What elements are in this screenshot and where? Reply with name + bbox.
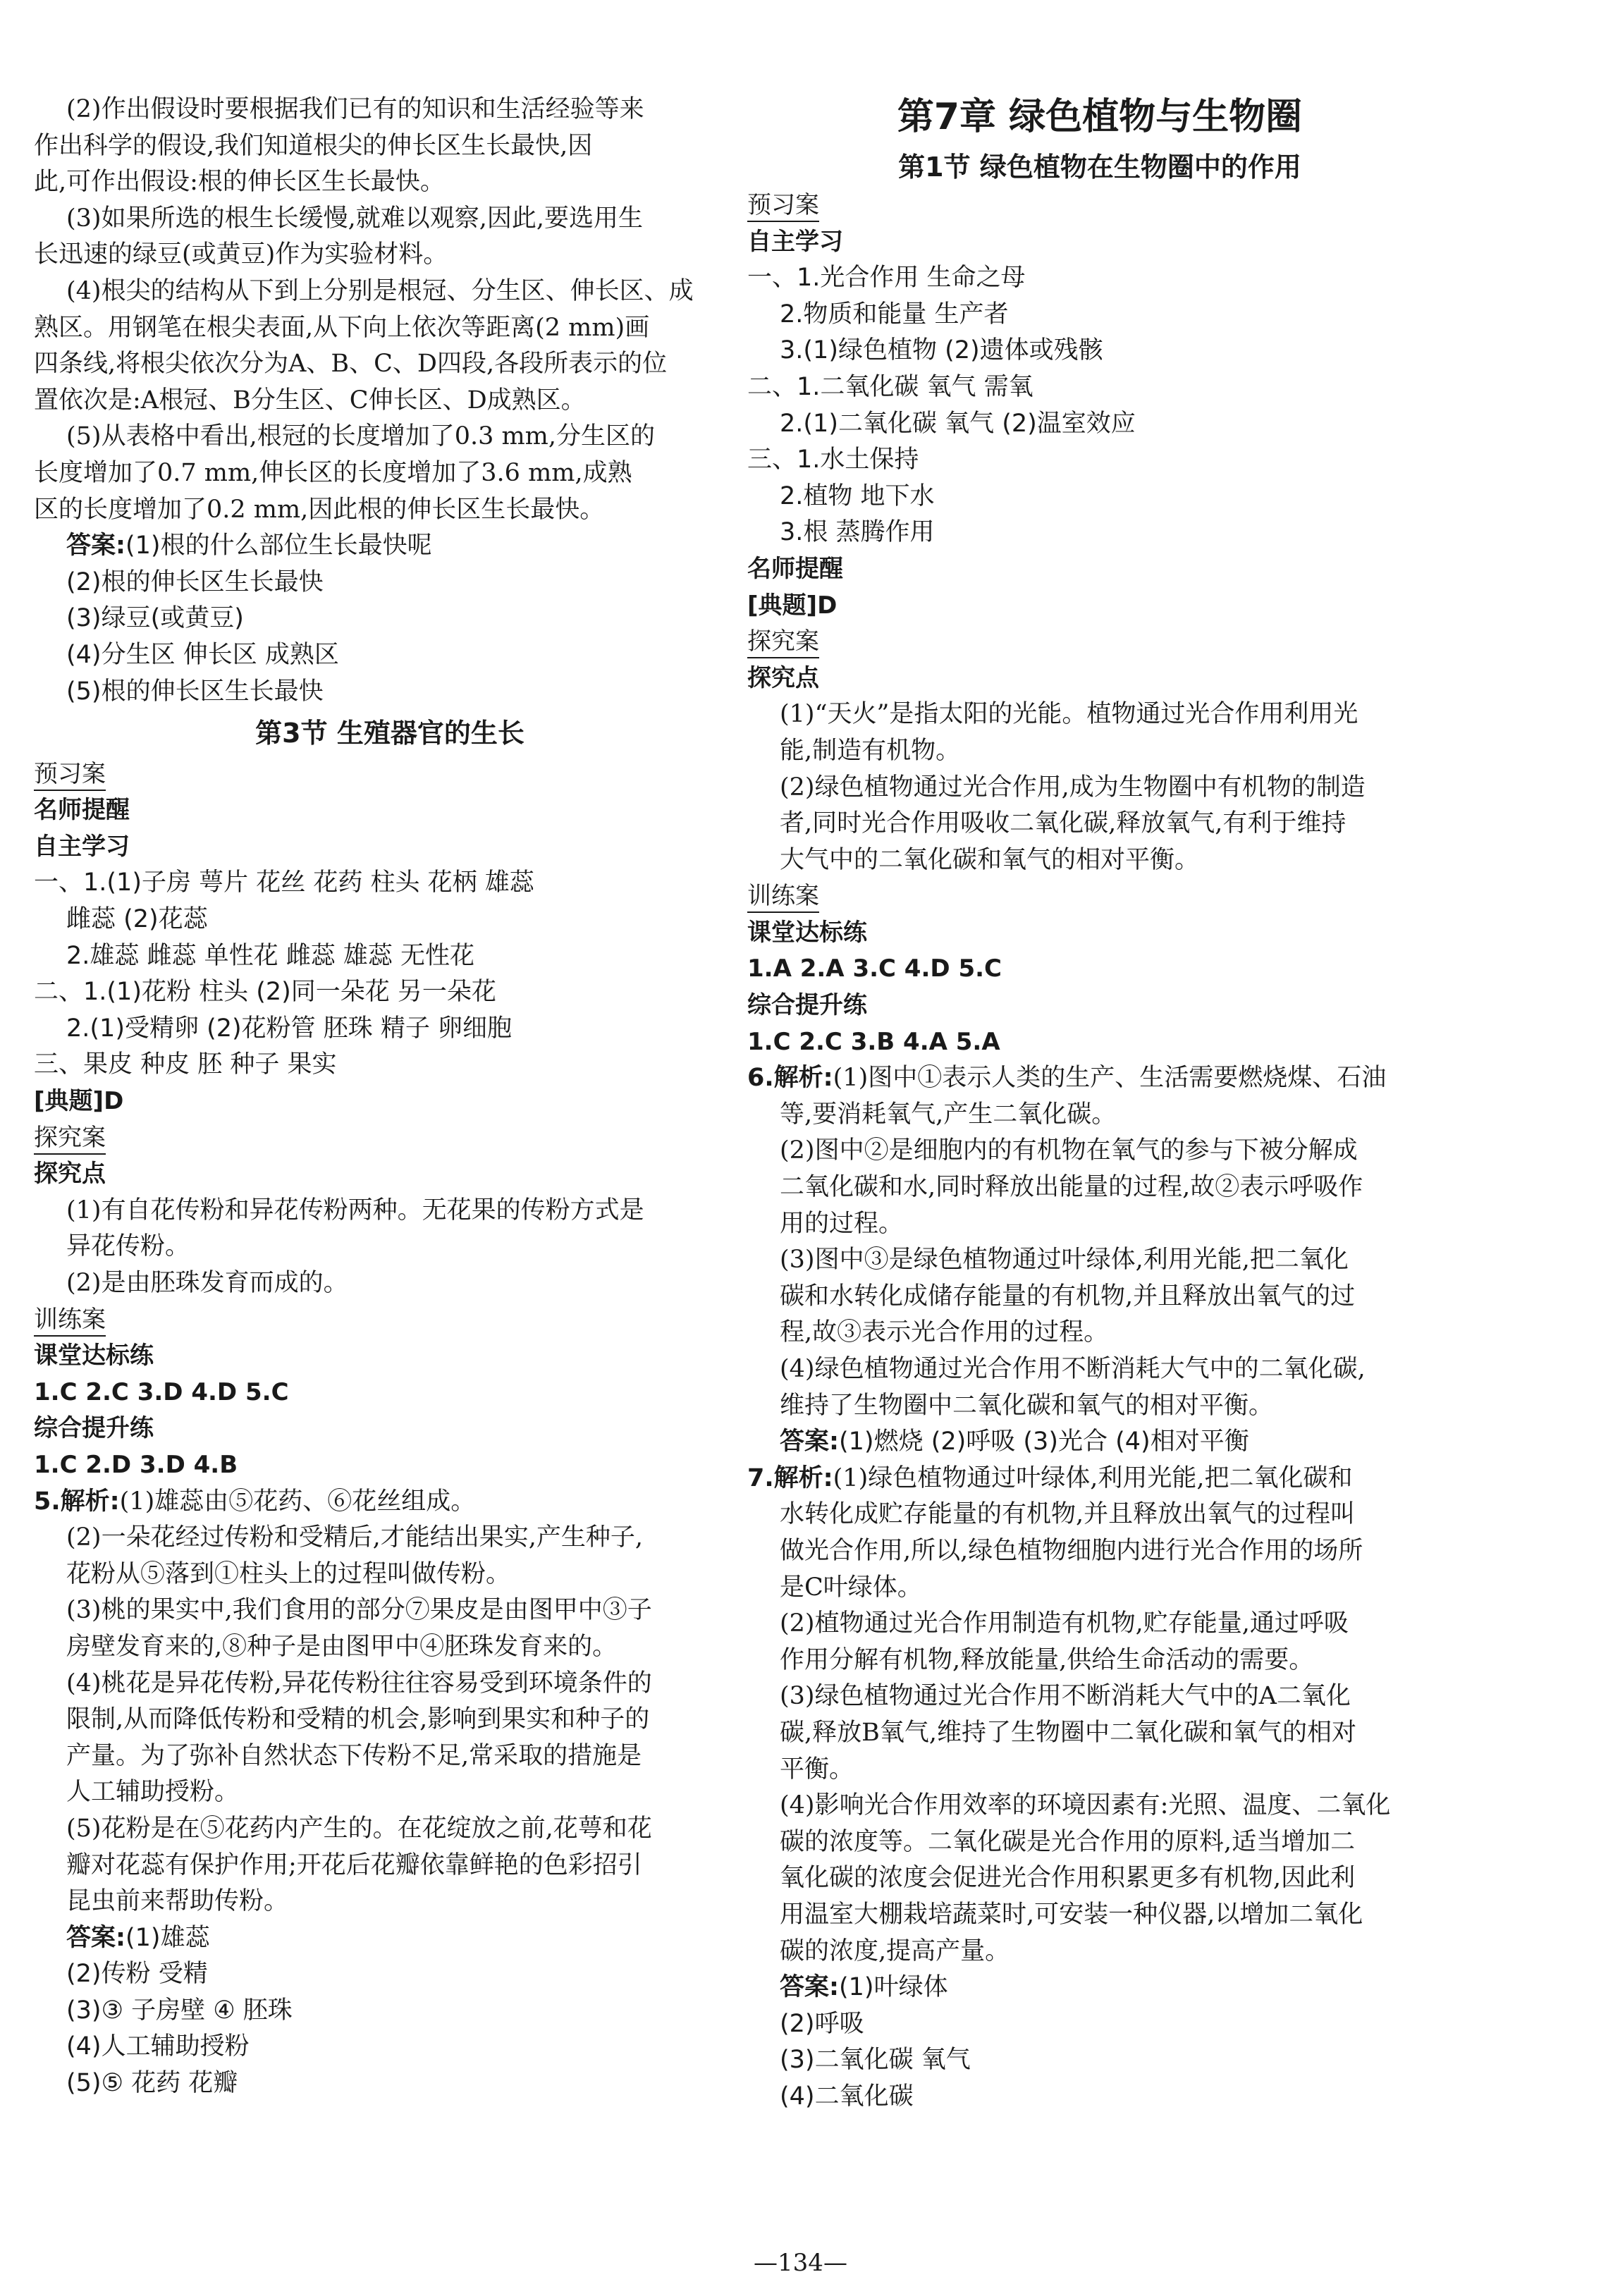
text-line [34,1920,746,1957]
text-line [34,128,746,165]
heading-line [34,1156,746,1193]
line-text: (4)影响光合作用效率的环境因素有:光照、温度、二氧化 [780,1791,1391,1820]
line-text: (2)图中②是细胞内的有机物在氧气的参与下被分解成 [780,1136,1358,1165]
text-line [34,902,746,938]
line-text: 探究点 [34,1160,106,1189]
text-line [34,1047,746,1083]
line-text: (3)绿豆(或黄豆) [66,604,244,633]
heading-line [34,1447,746,1484]
text-line [34,865,746,902]
text-line [34,1629,746,1666]
line-text: 人工辅助授粉。 [66,1778,240,1807]
heading-line [747,224,1452,261]
line-text: (1)叶绿体 [839,1973,948,2002]
bold-prefix: 6.解析: [747,1064,833,1093]
line-text: 四条线,将根尖依次分为A、B、C、D四段,各段所表示的位 [34,350,668,379]
line-text: 长迅速的绿豆(或黄豆)作为实验材料。 [34,240,448,269]
line-text: 碳的浓度等。二氧化碳是光合作用的原料,适当增加二 [780,1827,1356,1856]
line-text: (2)植物通过光合作用制造有机物,贮存能量,通过呼吸 [780,1609,1349,1638]
text-line [34,1848,746,1884]
section-label: 训练案 [34,1306,106,1337]
line-text: 用的过程。 [780,1209,904,1238]
line-text: 长度增加了0.7 mm,伸长区的长度增加了3.6 mm,成熟 [34,458,632,487]
line-text: 2.(1)二氧化碳 氧气 (2)温室效应 [780,409,1136,438]
text-line [34,92,746,128]
line-text: 综合提升练 [747,991,867,1020]
text-line [34,201,746,238]
bold-prefix: [典题] [34,1087,104,1116]
text-line [747,333,1452,369]
line-text: 2.物质和能量 生产者 [780,300,1009,329]
line-text: 花粉从⑤落到①柱头上的过程叫做传粉。 [66,1559,511,1588]
text-line [747,1678,1452,1715]
line-text: (5)根的伸长区生长最快 [66,677,324,706]
text-line [747,1715,1452,1752]
text-line [747,1497,1452,1533]
line-text: 3.根 蒸腾作用 [780,518,935,547]
line-text: 碳,释放B氧气,维持了生物圈中二氧化碳和氧气的相对 [780,1718,1356,1747]
line-text: 3.(1)绿色植物 (2)遗体或残骸 [780,336,1103,365]
text-line [34,1520,746,1557]
line-text: (3)③ 子房壁 ④ 胚珠 [66,1996,293,2025]
text-line [34,674,746,711]
text-line [34,528,746,565]
label-line [34,1302,746,1339]
line-text: 异花传粉。 [66,1232,190,1261]
text-line [34,1666,746,1702]
text-line [747,1860,1452,1897]
line-text: 等,要消耗氧气,产生二氧化碳。 [780,1100,1117,1129]
bold-prefix: 答案: [780,1428,839,1456]
page-number: —134— [754,2249,847,2277]
line-text: 大气中的二氧化碳和氧气的相对平衡。 [780,845,1200,874]
line-text: 第3节 生殖器官的生长 [255,718,525,749]
line-text: 自主学习 [34,832,130,861]
text-line [747,2006,1452,2043]
text-line [34,383,746,419]
section-title: 第1节 绿色植物在生物圈中的作用 [898,152,1301,183]
line-text: 2.植物 地下水 [780,481,935,510]
line-text: 熟区。用钢笔在根尖表面,从下向上依次等距离(2 mm)画 [34,313,650,342]
text-line [34,1774,746,1811]
line-text: 做光合作用,所以,绿色植物细胞内进行光合作用的场所 [780,1536,1363,1565]
text-line [747,442,1452,479]
text-line [34,310,746,347]
right-column [747,92,1452,2115]
line-text: 三、1.水土保持 [747,446,919,474]
line-text: 用温室大棚栽培蔬菜时,可安装一种仪器,以增加二氧化 [780,1900,1363,1929]
line-text: 雌蕊 (2)花蕊 [66,905,208,934]
line-text: (4)分生区 伸长区 成熟区 [66,640,339,669]
line-text: (3)二氧化碳 氧气 [780,2046,971,2075]
line-text: (5)从表格中看出,根冠的长度增加了0.3 mm,分生区的 [66,422,655,451]
line-text: (1)雄蕊由⑤花药、⑥花丝组成。 [119,1487,476,1516]
line-text: 二、1.二氧化碳 氧气 需氧 [747,372,1033,401]
label-line [34,756,746,793]
left-column [34,92,746,2102]
bold-prefix: [典题] [747,591,818,620]
text-line [747,1315,1452,1351]
text-line [34,1884,746,1920]
line-text: 课堂达标练 [747,918,867,947]
text-line [747,733,1452,770]
line-text: 1.C 2.C 3.B 4.A 5.A [747,1027,1000,1056]
line-text: (2)传粉 受精 [66,1960,208,1989]
label-line [34,1120,746,1157]
line-text: 昆虫前来帮助传粉。 [66,1887,289,1916]
line-text: 瓣对花蕊有保护作用;开花后花瓣依靠鲜艳的色彩招引 [66,1850,642,1879]
text-line [34,938,746,975]
line-text: 氧化碳的浓度会促进光合作用积累更多有机物,因此利 [780,1864,1356,1893]
text-line [34,274,746,310]
text-line [34,1193,746,1229]
line-text: 二、1.(1)花粉 柱头 (2)同一朵花 另一朵花 [34,978,496,1007]
heading-line [747,988,1452,1024]
line-text: 2.(1)受精卵 (2)花粉管 胚珠 精子 卵细胞 [66,1014,513,1043]
line-text: 探究点 [747,663,819,692]
text-line [747,1533,1452,1570]
line-text: (1)绿色植物通过叶绿体,利用光能,把二氧化碳和 [833,1463,1353,1492]
line-text: (1)有自花传粉和异花传粉两种。无花果的传粉方式是 [66,1196,644,1224]
line-text: (1)图中①表示人类的生产、生活需要燃烧煤、石油 [833,1064,1387,1093]
bold-prefix: 答案: [66,1923,125,1952]
text-line [747,1606,1452,1643]
text-line [747,770,1452,806]
bold-prefix: 答案: [66,532,125,560]
text-line [34,1265,746,1302]
text-line [747,1206,1452,1243]
text-line [34,2065,746,2102]
label-line [747,878,1452,915]
heading-line [747,661,1452,697]
line-text: (4)绿色植物通过光合作用不断消耗大气中的二氧化碳, [780,1355,1366,1383]
line-text: (2)绿色植物通过光合作用,成为生物圈中有机物的制造 [780,773,1366,802]
text-line [747,1934,1452,1970]
text-line [747,1570,1452,1607]
line-text: 名师提醒 [34,796,130,825]
line-text: (2)作出假设时要根据我们已有的知识和生活经验等来 [66,95,644,123]
section-label: 训练案 [747,882,819,913]
line-text: 自主学习 [747,227,843,256]
line-text: 作用分解有机物,释放能量,供给生命活动的需要。 [780,1645,1314,1674]
line-text: 综合提升练 [34,1414,154,1443]
line-text: 1.A 2.A 3.C 4.D 5.C [747,954,1002,983]
text-line [747,2079,1452,2116]
line-text: 能,制造有机物。 [780,736,961,765]
label-line [747,624,1452,661]
heading-line [747,1024,1452,1061]
text-line [34,601,746,637]
text-line [747,260,1452,297]
line-text: 碳和水转化成储存能量的有机物,并且释放出氧气的过 [780,1282,1356,1310]
text-line [747,479,1452,515]
line-text: (1)雄蕊 [125,1923,210,1952]
line-text: (3)如果所选的根生长缓慢,就难以观察,因此,要选用生 [66,204,643,233]
text-line [747,842,1452,879]
line-text: (4)桃花是异花传粉,异花传粉往往容易受到环境条件的 [66,1669,652,1698]
line-text: (1)燃烧 (2)呼吸 (3)光合 (4)相对平衡 [839,1428,1249,1456]
line-text: 2.雄蕊 雌蕊 单性花 雌蕊 雄蕊 无性花 [66,941,475,970]
bold-prefix: 答案: [780,1973,839,2002]
text-line [34,1993,746,2030]
heading-line [34,829,746,866]
text-line [34,1011,746,1048]
text-line [747,1752,1452,1788]
line-text: 水转化成贮存能量的有机物,并且释放出氧气的过程叫 [780,1500,1356,1529]
heading-line [34,1375,746,1411]
line-text: (5)⑤ 花药 花瓣 [66,2069,238,2098]
text-line [747,1461,1452,1497]
heading-line [747,915,1452,952]
line-text: 限制,从而降低传粉和受精的机会,影响到果实和种子的 [66,1705,650,1734]
text-line [747,1060,1452,1097]
text-line [34,565,746,601]
heading-line [747,951,1452,988]
text-line [747,1970,1452,2006]
line-text: (2)一朵花经过传粉和受精后,才能结出果实,产生种子, [66,1523,643,1552]
text-line [747,1170,1452,1206]
line-text: 产量。为了弥补自然状态下传粉不足,常采取的措施是 [66,1741,642,1770]
text-line [34,1229,746,1265]
line-text: (3)图中③是绿色植物通过叶绿体,利用光能,把二氧化 [780,1246,1349,1275]
line-text: 1.C 2.D 3.D 4.B [34,1450,238,1479]
text-line [34,419,746,455]
text-line [34,2029,746,2065]
line-text: 作出科学的假设,我们知道根尖的伸长区生长最快,因 [34,131,593,160]
line-text: (4)根尖的结构从下到上分别是根冠、分生区、伸长区、成 [66,276,694,305]
text-line [34,974,746,1011]
text-line [747,1242,1452,1279]
line-text: 二氧化碳和水,同时释放出能量的过程,故②表示呼吸作 [780,1173,1363,1202]
line-text: (4)人工辅助授粉 [66,2032,250,2061]
text-line [747,1643,1452,1679]
line-text: (4)二氧化碳 [780,2082,914,2111]
text-line [747,1279,1452,1315]
section-label: 探究案 [34,1124,106,1155]
line-text: (3)绿色植物通过光合作用不断消耗大气中的A二氧化 [780,1682,1351,1711]
text-line [747,297,1452,333]
text-line [34,346,746,383]
line-text: 1.C 2.C 3.D 4.D 5.C [34,1377,289,1406]
text-line [34,455,746,492]
text-line [747,515,1452,551]
text-line [747,1133,1452,1170]
section-label: 预习案 [34,760,106,791]
heading-line [34,1338,746,1375]
text-line [747,369,1452,406]
text-line [747,2042,1452,2079]
line-text: 置依次是:A根冠、B分生区、C伸长区、D成熟区。 [34,386,586,415]
line-text: 房壁发育来的,⑧种子是由图甲中④胚珠发育来的。 [66,1632,618,1661]
line-text: (2)是由胚珠发育而成的。 [66,1269,348,1297]
text-line [747,696,1452,733]
text-line [34,1811,746,1848]
text-line [34,637,746,674]
text-line [747,1388,1452,1425]
line-text: 平衡。 [780,1755,854,1784]
line-text: 碳的浓度,提高产量。 [780,1936,1010,1965]
text-line [34,1557,746,1593]
text-line [34,1956,746,1993]
line-text: (3)桃的果实中,我们食用的部分⑦果皮是由图甲中③子 [66,1596,652,1625]
text-line [34,164,746,201]
label-line [747,188,1452,224]
line-text: 程,故③表示光合作用的过程。 [780,1318,1109,1347]
text-line [747,1097,1452,1134]
line-text: 一、1.(1)子房 萼片 花丝 花药 柱头 花柄 雄蕊 [34,868,534,897]
line-text: 者,同时光合作用吸收二氧化碳,释放氧气,有利于维持 [780,809,1347,838]
line-text: 区的长度增加了0.2 mm,因此根的伸长区生长最快。 [34,495,605,524]
text-line [747,1424,1452,1461]
line-text: D [104,1087,124,1116]
text-line [747,1824,1452,1861]
text-line [34,1592,746,1629]
text-line [747,1788,1452,1824]
line-text: 此,可作出假设:根的伸长区生长最快。 [34,168,445,197]
text-line [747,1897,1452,1934]
text-line [34,1738,746,1775]
line-text: D [817,591,838,620]
line-text: (2)呼吸 [780,2009,864,2038]
line-text: 维持了生物圈中二氧化碳和氧气的相对平衡。 [780,1391,1274,1420]
section-label: 预习案 [747,191,819,222]
line-text: 课堂达标练 [34,1342,154,1370]
heading-line [34,792,746,829]
text-line [34,492,746,529]
line-text: (1)根的什么部位生长最快呢 [125,532,432,560]
bold-prefix: 7.解析: [747,1463,833,1492]
line-text: 是C叶绿体。 [780,1573,922,1602]
line-text: (5)花粉是在⑤花药内产生的。在花绽放之前,花萼和花 [66,1814,652,1843]
line-text: 名师提醒 [747,554,843,583]
right-lines [747,188,1452,2115]
heading-line [747,588,1452,625]
heading-line [747,551,1452,588]
text-line [34,1702,746,1738]
text-line [34,237,746,274]
text-line [747,1351,1452,1388]
section-label: 探究案 [747,627,819,658]
text-line [34,1484,746,1521]
chapter-title: 第7章 绿色植物与生物圈 [897,96,1303,138]
line-text: 三、果皮 种皮 胚 种子 果实 [34,1050,337,1079]
text-line [747,806,1452,842]
line-text: 一、1.光合作用 生命之母 [747,264,1026,293]
line-text: (1)“天火”是指太阳的光能。植物通过光合作用利用光 [780,700,1358,729]
line-text: (2)根的伸长区生长最快 [66,567,324,596]
bold-prefix: 5.解析: [34,1487,120,1516]
section-title [34,716,746,752]
heading-line [34,1083,746,1120]
heading-line [34,1411,746,1447]
text-line [747,406,1452,443]
